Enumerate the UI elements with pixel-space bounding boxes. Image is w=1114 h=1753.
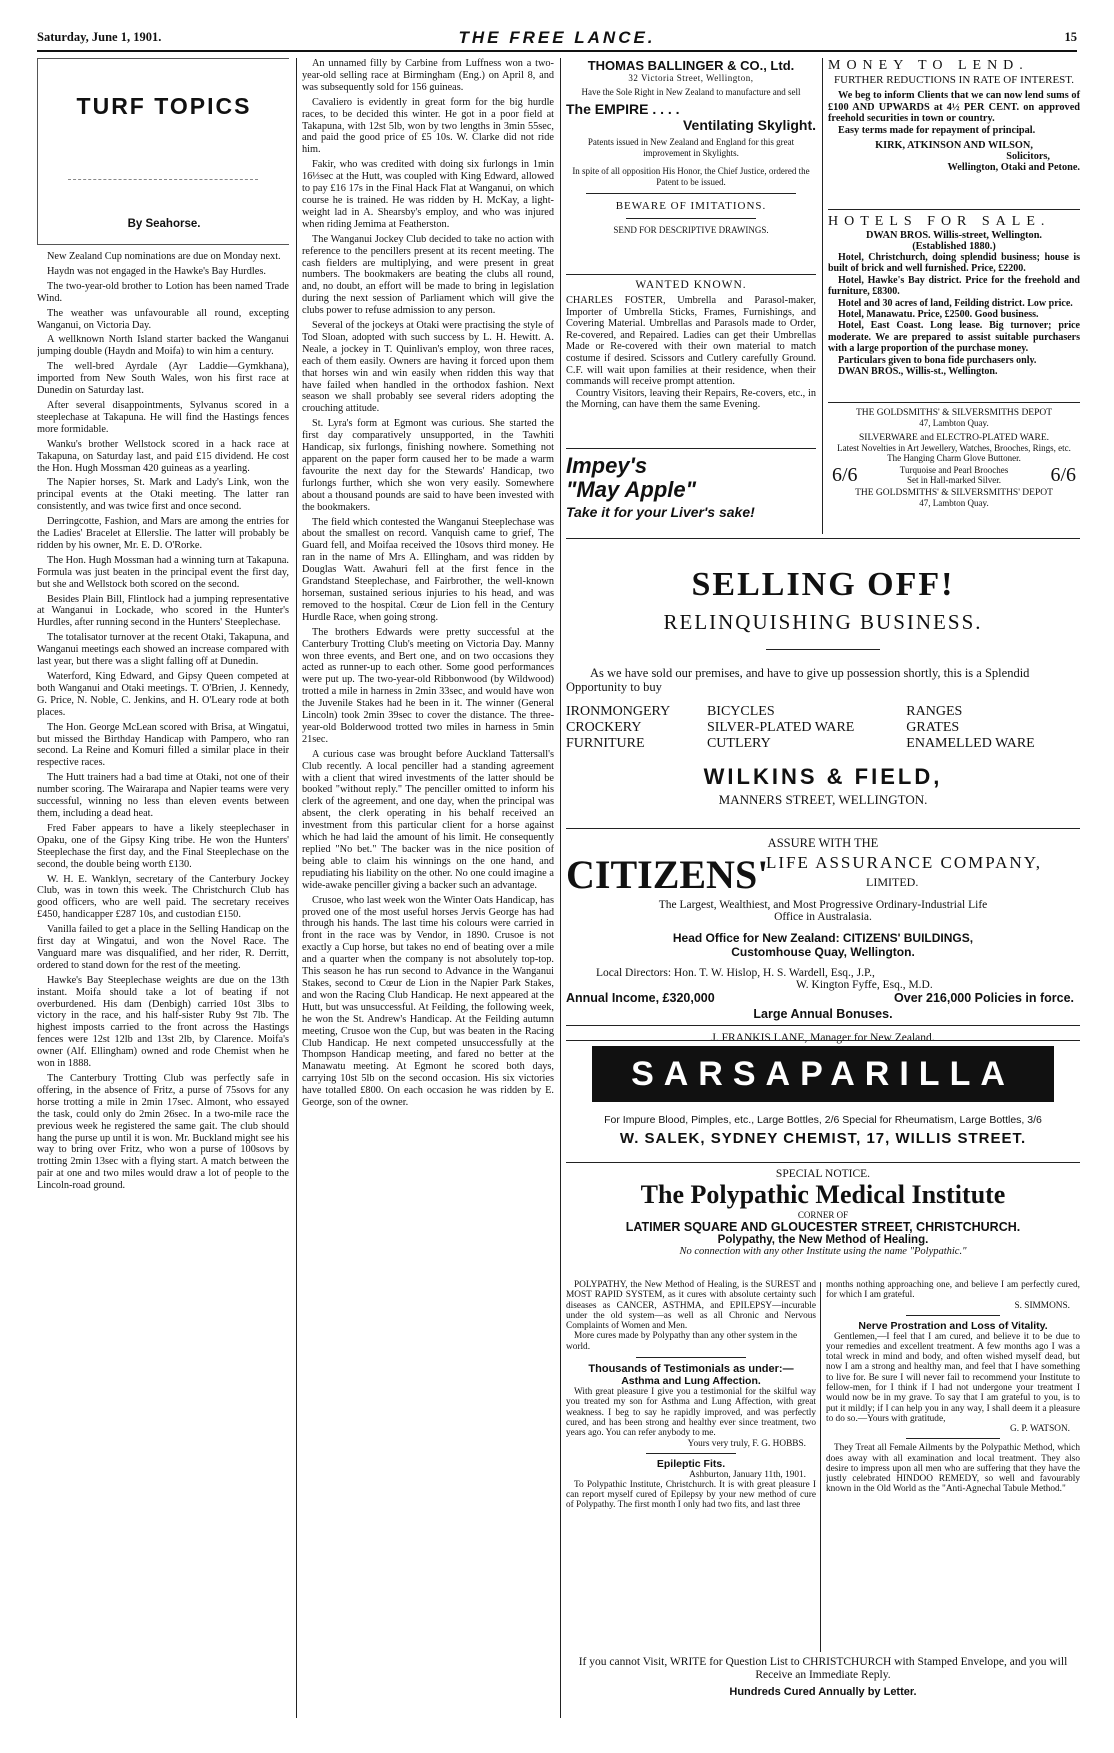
citizens-policies: Over 216,000 Policies in force.	[894, 991, 1074, 1005]
foster-country: Country Visitors, leaving their Repairs, Re-covers, etc., in the Morning, can have them the same Evening.	[566, 387, 816, 411]
poly-epi-text: To Polypathic Institute, Christchurch. It is with great pleasure I can report myself cured of Epilepsy by your new method of cure of Polypathy. The first month I only had two fits, and last three	[566, 1479, 816, 1511]
poly-method: Polypathy, the New Method of Healing.	[717, 1234, 929, 1246]
gold-novelties: Latest Novelties in Art Jewellery, Watches, Brooches, Rings, etc.	[837, 442, 1071, 453]
poly-notice: SPECIAL NOTICE.	[775, 1168, 871, 1180]
selling-sub: RELINQUISHING BUSINESS.	[663, 610, 983, 634]
selling-addr: MANNERS STREET, WELLINGTON.	[718, 792, 928, 807]
ballinger-ad	[566, 58, 816, 270]
hotels-list	[828, 252, 1080, 355]
divider	[566, 1040, 1080, 1041]
paragraph: Derringcotte, Fashion, and Mars are among the entries for the Ladies' Bracelet at Ellerslie. The latter will probably be ridden by his owner, Mr. E. D. O'Rorke.	[37, 516, 289, 551]
paragraph: A curious case was brought before Auckland Tattersall's Club recently. A local penciller had a standing agreement with a client that wired investments of the latter should be booked "without reply." The penciller omitted to inform his clerk of the agreement, and one day, when the principal was absent, the clerk operating in his behalf received an investment from this particular client for a horse against which he had laid the amount of his limit. He consequently replied "No bet." The backer was in the nice position of being able to claim his winnings on the one hand, and repudiating his liability on the other. No one could imagine a wide-awake penciller giving a backer such an advantage.	[302, 748, 554, 891]
citizens-directors1: Local Directors: Hon. T. W. Hislop, H. S. Wardell, Esq., J.P.,	[596, 967, 875, 979]
gold-title: THE GOLDSMITHS' & SILVERSMITHS DEPOT	[855, 408, 1053, 418]
selling-firm: WILKINS & FIELD,	[703, 764, 943, 789]
paragraph: Vanilla failed to get a place in the Selling Handicap on the first day at Wingatui, and won the Novel Race. The Vanguard mare was disqualified, and her rider, R. Derritt, ordered to stand down for the rest of the meeting.	[37, 924, 289, 971]
paragraph: After several disappointments, Sylvanus scored in a steeplechase at Takapuna. He will find the Hastings fences more formidable.	[37, 399, 289, 435]
paragraph: Wanku's brother Wellstock scored in a hack race at Takapuna, on Saturday last, and paid £15 dividend. He cost the Hon. Hugh Mossman 420 guineas as a yearling.	[37, 438, 289, 474]
selling-title: SELLING OFF!	[691, 566, 955, 603]
gold-charm: The Hanging Charm Glove Buttoner.	[887, 453, 1021, 463]
gold-foot: THE GOLDSMITHS' & SILVERSMITHS' DEPOT	[855, 487, 1053, 498]
impey-line1: Impey's	[566, 453, 648, 478]
sarsa-firm: W. SALEK, SYDNEY CHEMIST, 17, WILLIS STREET.	[619, 1130, 1027, 1147]
page-header	[37, 28, 1077, 52]
citizens-bonuses: Large Annual Bonuses.	[753, 1007, 893, 1021]
citizens-head: Head Office for New Zealand: CITIZENS' BUILDINGS, Customhouse Quay, Wellington.	[672, 931, 974, 959]
item: SILVER-PLATED WARE	[706, 720, 855, 735]
item: CUTLERY	[706, 736, 771, 751]
poly-epi: Epileptic Fits.	[656, 1457, 726, 1470]
turf-topics-header	[37, 58, 289, 245]
poly-right-sign: S. SIMMONS.	[1014, 1300, 1070, 1311]
citizens-income: Annual Income, £320,000	[566, 991, 715, 1005]
paragraph: The Canterbury Trotting Club was perfectly safe in offering, in the absence of Fritz, a purse of 75sovs for any horse trotting a mile in 2min 17sec. Almont, who essayed the task, could only do 2min 26sec. In a two-mile race the previous week he registered the same gait. The club should hang the purse up until it is won. Mr. Buckland might see his way to bring over Fritz, who won a purse of 100sovs by trotting 2min 13sec with a flying start. A match between the pair at one and two miles would draw a lot of people to the Lincoln-road ground.	[37, 1073, 289, 1192]
poly-left-p1: POLYPATHY, the New Method of Healing, is the SUREST and MOST RAPID SYSTEM, as it cures with absolute certainty such diseases as CANCER, ASTHMA, and EPILEPSY—incurable under the old system—as well as all Chronic and Nervous Complaints of Women and Men.	[566, 1280, 816, 1332]
sarsaparilla-ad	[566, 1046, 1080, 1158]
hotels-firm: DWAN BROS. Willis-street, Wellington.	[865, 230, 1043, 241]
poly-title: The Polypathic Medical Institute	[640, 1180, 1006, 1209]
poly-epi-date: Ashburton, January 11th, 1901.	[689, 1469, 806, 1480]
turf-column-1	[37, 58, 289, 1718]
paragraph: W. H. E. Wanklyn, secretary of the Canterbury Jockey Club, was in town this week. The Christchurch Club has good officers, who are well paid. The secretary receives £450, handicapper £287 10s, and custodian £150.	[37, 873, 289, 921]
paragraph: The two-year-old brother to Lotion has been named Trade Wind.	[37, 280, 289, 304]
paragraph: The totalisator turnover at the recent Otaki, Takapuna, and Wanganui meetings each showed an increase compared with last year, but there was a slight falling off at Dunedin.	[37, 632, 289, 668]
hotel-listing: Hotel, Hawke's Bay district. Price for the freehold and furniture, £8300.	[828, 274, 1080, 298]
divider	[566, 448, 816, 449]
poly-asthma-text: With great pleasure I give you a testimonial for the skilful way you treated my son for Asthma and Lung Affection, with great weakness. I beg to say he rapidly improved, and was perfectly cured, and has been strong and healthy ever since treatment, two years ago. You can refer anybody to me.	[566, 1387, 816, 1439]
ballinger-address: 32 Victoria Street, Wellington,	[628, 73, 754, 83]
citizens-manager: J. FRANKIS LANE, Manager for New Zealand.	[711, 1032, 935, 1044]
money-firm: KIRK, ATKINSON AND WILSON,	[875, 140, 1033, 152]
citizens-directors2: W. Kington Fyffe, Esq., M.D.	[796, 979, 933, 991]
divider	[566, 274, 816, 275]
column-1-paragraphs	[37, 251, 289, 1192]
paragraph: The Wanganui Jockey Club decided to take no action with reference to the pencillers present at its recent meeting. The cash fielders are multiplying, and were present in great numbers. The bookmakers are beating the clubs all round, and, no doubt, an effort will be made to bring in legislation during the next session of Parliament which will give the clubs power to refuse admission to any person.	[302, 233, 554, 317]
hotels-title: HOTELS FOR SALE.	[828, 214, 1051, 229]
citizens-name: CITIZENS'	[566, 852, 769, 897]
money-ad	[828, 58, 1080, 206]
divider	[566, 1162, 1080, 1163]
money-place: Wellington, Otaki and Petone.	[947, 162, 1080, 174]
gold-set: Set in Hall-marked Silver.	[907, 474, 1001, 485]
poly-visit: If you cannot Visit, WRITE for Question List to CHRISTCHURCH with Stamped Envelope, and you will Receive an Immediate Reply.	[578, 1656, 1068, 1681]
item: BICYCLES	[706, 704, 775, 719]
hotels-ad	[828, 214, 1080, 398]
divider	[828, 209, 1080, 210]
hotel-listing: Hotel, East Coast. Long lease. Big turnover; price moderate. We are prepared to assist suitable purchasers with a large proportion of the purchase money.	[828, 320, 1080, 355]
foster-ad	[566, 279, 816, 444]
poly-asthma-sign: Yours very truly, F. G. HOBBS.	[687, 1438, 806, 1449]
polypathic-left	[566, 1280, 816, 1654]
gold-addr: 47, Lambton Quay.	[919, 418, 989, 428]
gold-foot-addr: 47, Lambton Quay.	[919, 497, 989, 508]
item: IRONMONGERY	[566, 704, 671, 719]
paragraph: The brothers Edwards were pretty successful at the Canterbury Trotting Club's meeting on Victoria Day. Manny won three events, and Bert one, and on two occasions they acted as runner-up to each other. Some good performances were put up. The two-year-old Ribbonwood (by Wildwood) trotted a mile in harness in 2min 33sec, and would have won the Juvenile Stakes had he been in it. The winner (General Lincoln) took 2min 39sec to cover the distance. The three-year-old Bolderwood trotted two miles in harness in 5min 21sec.	[302, 626, 554, 745]
paragraph: The Hutt trainers had a bad time at Otaki, not one of their number scoring. The Wairarapa and Napier teams were very successful, winning no less than eleven events between them, including a dead heat.	[37, 772, 289, 819]
gold-wares: SILVERWARE and ELECTRO-PLATED WARE.	[859, 432, 1049, 443]
money-sub: FURTHER REDUCTIONS IN RATE OF INTEREST.	[834, 74, 1074, 86]
column-2-paragraphs	[302, 58, 554, 1109]
ballinger-empire: The EMPIRE . . . .	[566, 101, 680, 117]
hotel-listing: Hotel, Manawatu. Price, £2500. Good business.	[838, 309, 1039, 321]
divider	[566, 1025, 1080, 1026]
divider	[828, 402, 1080, 403]
poly-right-p1: months nothing approaching one, and believe I am perfectly cured, for which I am grateful.	[826, 1280, 1080, 1301]
poly-nervous-sign: G. P. WATSON.	[1009, 1424, 1070, 1435]
impey-line2: "May Apple"	[566, 477, 697, 502]
gold-price-left: 6/6	[832, 463, 858, 486]
poly-nervous-text: Gentlemen,—I feel that I am cured, and believe it to be due to your remedies and excellent treatment. A few months ago I was a total wreck in mind and body, and often wished myself dead, but now I am a strong and healthy man, and feel that I have something to live for. Be sure I will never fail to recommend your Institute to fellow-men, for I think if I had not undergone your treatment I would now be in my grave. To say that I am grateful to you, is to put it mildly; if I can help you in any way, I shall deem it a pleasure to do so.—Yours with gratitude,	[826, 1331, 1080, 1424]
foster-text: CHARLES FOSTER, Umbrella and Parasol-maker, Importer of Umbrella Sticks, Frames, Furnishings, and Covering Material. Umbrellas and Parasols made to Order, Re-covered, and Repaired. Ladies can get their Umbrellas Made or Re-covered with their own material to match costume if desired. Scissors and Cutlery carefully Ground. C.F. will wait upon families at their residence, when their commands will receive prompt attention.	[566, 295, 816, 388]
horse-illustration	[68, 139, 258, 180]
ballinger-send: SEND FOR DESCRIPTIVE DRAWINGS.	[613, 225, 769, 235]
poly-treat: They Treat all Female Ailments by the Polypathic Method, which does away with all examination and local treatment. They also desire to impress upon all men who are suffering that they have the justly celebrated HINDOO REMEDY, so well and favourably known in the Old World as the "Anti-Agnechal Tabule Method."	[826, 1443, 1080, 1495]
gold-price-row	[828, 464, 1080, 488]
impey-line3: Take it for your Liver's sake!	[566, 504, 755, 520]
ballinger-beware: BEWARE OF IMITATIONS.	[615, 200, 767, 212]
sarsa-text: For Impure Blood, Pimples, etc., Large Bottles, 2/6 Special for Rheumatism, Large Bottles, 3/6	[604, 1114, 1042, 1126]
polypathic-footer	[566, 1656, 1080, 1716]
sarsa-title: SARSAPARILLA	[592, 1046, 1054, 1102]
selling-off-ad	[566, 546, 1080, 826]
citizens-largest: The Largest, Wealthiest, and Most Progressive Ordinary-Industrial Life Office in Australasia.	[658, 899, 988, 923]
money-title: MONEY TO LEND.	[828, 58, 1029, 73]
paragraph: St. Lyra's form at Egmont was curious. She started the first day comparatively unsupported, in the Tawhiti Handicap, six furlongs, finishing nowhere. Something not apparent on the paper form caused her to be made a warm favourite the next day for the Stewards' Handicap, two furlongs further, which she won very easily. Somewhere about a thousand pounds are said to have been invested with the bookmakers.	[302, 418, 554, 513]
poly-hundreds: Hundreds Cured Annually by Letter.	[729, 1686, 917, 1698]
item: RANGES	[906, 704, 963, 719]
ballinger-spite: In spite of all opposition His Honor, the Chief Justice, ordered the Patent to be issued.	[572, 166, 810, 187]
poly-asthma: Asthma and Lung Affection.	[621, 1375, 761, 1388]
ballinger-skylight: Ventilating Skylight.	[682, 117, 816, 133]
paragraph: New Zealand Cup nominations are due on Monday next.	[47, 251, 281, 262]
divider	[906, 1315, 1000, 1316]
paragraph: The weather was unfavourable all round, excepting Wanganui, on Victoria Day.	[37, 307, 289, 331]
divider	[586, 193, 796, 194]
paragraph: The Hon. Hugh Mossman had a winning turn at Takapuna. Formula was just beaten in the principal event the first day, but she and Wellstock both scored on the second.	[37, 554, 289, 590]
turf-byline: By Seahorse.	[127, 218, 201, 230]
divider	[906, 1438, 1000, 1439]
paragraph: Fred Faber appears to have a likely steeplechaser in Opaku, one of the Gipsy King tribe. He won the Hunters' Steeplechase the first day, and the Final Steeplechase on the second, the double being worth £130.	[37, 822, 289, 870]
selling-items	[566, 704, 1080, 752]
hotels-particulars: Particulars given to bona fide purchasers only.	[838, 354, 1037, 366]
hotels-est: (Established 1880.)	[912, 241, 996, 252]
paragraph: The field which contested the Wanganui Steeplechase was about the smallest on record. Vanquish came to grief, The Guard fell, and Moifaa received the 10sovs third money. He ran in the name of Mrs A. Ellingham, and was ridden by Douglas Watt. Awahuri fell at the first fence in the Grandstand Steeplechase, and Fairbrother, the well-known horseman, sustained serious injuries to his head, and was removed to the hospital. Cœur de Lion fell in the Century Hurdle Race, when going strong.	[302, 516, 554, 623]
paragraph: Crusoe, who last week won the Winter Oats Handicap, has proved one of the most useful horses Jervis George has had through his hands. The last time his colours were carried in front in the race was by Vendor, in 1890. Crusoe is not exactly a Cup horse, but takes no end of beating over a mile and a quarter when the company is not absolutely top-top. This season he has run second to Advance in the Wanganui Stakes, second to Cœur de Lion in the Napier Park Stakes, and won the Racing Club Handicap. He next appeared at the Hutt, but was unsuccessful. At Feilding, the following week, he won the St. Andrew's Handicap. At the Feilding autumn meeting, Crusoe won the Cup, but was beaten in the Racing Club Handicap. He next competed unsuccessfully at the Thompson Handicap meeting, and fared no better at the Manawatu meeting. At Egmont he scored both days, carrying 10st 5lb on the second occasion. His six victories have totalled £800. On each occasion he was ridden by E. George, son of the owner.	[302, 894, 554, 1109]
divider	[636, 1357, 746, 1358]
gold-turq: Turquoise and Pearl Brooches	[899, 464, 1009, 475]
column-divider	[820, 1282, 821, 1652]
citizens-company: LIFE ASSURANCE COMPANY,	[766, 853, 1043, 872]
hotels-sign: DWAN BROS., Willis-st., Wellington.	[838, 366, 998, 378]
masthead-title: THE FREE LANCE.	[458, 28, 656, 47]
poly-corner: CORNER OF	[797, 1210, 849, 1220]
turf-topics-title: TURF TOPICS	[76, 93, 252, 119]
paragraph: Besides Plain Bill, Flintlock had a jumping representative at Wanganui in Lockade, who scored in the Hunter's Hurdles, after running second in the Hunters' Steeplechase.	[37, 593, 289, 629]
citizens-assure: ASSURE WITH THE	[767, 836, 879, 850]
money-body: We beg to inform Clients that we can now lend sums of £100 AND UPWARDS at 4½ PER CENT. on approved freehold securities in town or country.	[828, 90, 1080, 125]
gold-price-right: 6/6	[1050, 463, 1076, 486]
paragraph: Cavaliero is evidently in great form for the big hurdle races, to be decided this winter. He got in a poor field at Takapuna, with 12st 5lb, won by two lengths in 3min 55sec, and paid the good price of £5 10s. W. Clarke did not ride him.	[302, 96, 554, 156]
divider	[566, 828, 1080, 829]
hotel-listing: Hotel, Christchurch, doing splendid business; house is built of brick and well furnished. Price, £2200.	[828, 252, 1080, 275]
paragraph: Fakir, who was credited with doing six furlongs in 1min 16⅓sec at the Hutt, was coupled with King Edward, allowed to pay £16 17s in the Final Hack Flat at Wanganui, on which course he is trained. He was ridden by H. McKay, a light-weight lad in A. Shearsby's employ, and who was injured when riding Jemima at Featherston.	[302, 159, 554, 230]
paragraph: An unnamed filly by Carbine from Luffness won a two-year-old selling race at Birmingham (Eng.) on April 8, and was subsequently sold for 156 guineas.	[302, 58, 554, 93]
column-divider	[560, 58, 561, 1718]
paragraph: A wellknown North Island starter backed the Wanganui jumping double (Haydn and Moifa) to win him a century.	[37, 334, 289, 358]
divider	[566, 538, 1080, 539]
foster-wanted: WANTED KNOWN.	[635, 279, 747, 291]
ballinger-rights: Have the Sole Right in New Zealand to manufacture and sell	[581, 86, 801, 97]
paragraph: The Hon. George McLean scored with Brisa, at Wingatui, but missed the Birthday Handicap with Pampero, who ran second. La Reine and Komuri filled a similar place in their respective races.	[37, 721, 289, 769]
paragraph: The Napier horses, St. Mark and Lady's Link, won the principal events at the Otaki meeting. The latter ran consistently, and was twice first and once second.	[37, 477, 289, 513]
goldsmiths-ad	[828, 408, 1080, 532]
header-date: Saturday, June 1, 1901.	[37, 30, 162, 44]
item: GRATES	[906, 720, 960, 735]
impey-ad	[566, 454, 816, 534]
paragraph: The well-bred Ayrdale (Ayr Laddie—Gymkhana), imported from New South Wales, won his first race at Dunedin on Saturday last.	[37, 361, 289, 397]
paragraph: Waterford, King Edward, and Gipsy Queen competed at both Wanganui and Otaki meetings. T. O'Brien, J. Kennedy, G. Price, N. Noble, C. Jenkins, and H. O'Leary rode at both places.	[37, 671, 289, 718]
citizens-figures	[566, 991, 1080, 1007]
item: CROCKERY	[566, 720, 642, 735]
column-divider	[296, 58, 297, 1718]
poly-left-p2: More cures made by Polypathy than any other system in the world.	[566, 1331, 798, 1352]
ballinger-patents: Patents issued in New Zealand and England for this great improvement in Skylights.	[587, 137, 795, 158]
selling-intro: As we have sold our premises, and have to give up possession shortly, this is a Splendid Opportunity to buy	[566, 666, 1030, 694]
poly-thousands: Thousands of Testimonials as under:—	[588, 1363, 794, 1376]
polypathic-right	[826, 1280, 1080, 1654]
column-divider	[822, 58, 823, 534]
item: ENAMELLED WARE	[906, 736, 1035, 751]
hotel-listing: Hotel and 30 acres of land, Feilding district. Low price.	[838, 297, 1073, 309]
citizens-ad	[566, 836, 1080, 1044]
citizens-limited: LIMITED.	[866, 875, 919, 889]
paragraph: Haydn was not engaged in the Hawke's Bay Hurdles.	[47, 265, 266, 277]
poly-nervous: Nerve Prostration and Loss of Vitality.	[858, 1319, 1048, 1332]
divider	[626, 218, 756, 219]
polypathic-header	[566, 1168, 1080, 1278]
poly-streets: LATIMER SQUARE AND GLOUCESTER STREET, CHRISTCHURCH.	[625, 1220, 1021, 1234]
turf-column-2	[302, 58, 554, 1718]
paragraph: Hawke's Bay Steeplechase weights are due on the 13th instant. Moifa should take a lot of beating if not overburdened. His dam (Denbigh) carried 10st 3lbs to victory in the race, and his half-sister Ruby 9st 7lb. The highest imposts carried to the front across the Hastings fences were 12st 12lb and 13st 2lb, by Clarence. Moifa's owner (Alf. Ellingham) owned and rode Chemist when he won in 1888.	[37, 974, 289, 1070]
poly-noconn: No connection with any other Institute using the name "Polypathic."	[679, 1246, 967, 1257]
divider	[766, 649, 880, 650]
paragraph: Several of the jockeys at Otaki were practising the style of Tod Sloan, adopted with such success by L. H. Hewitt. A. Neale, a jockey in T. Quinlivan's employ, won three races, each of them easily. Owners are having it forced upon them that horses win and win easily when ridden this way that have failed when handled in the orthodox fashion. Next season we shall probably see several riders adopting the crouching attitude.	[302, 320, 554, 415]
ballinger-name: THOMAS BALLINGER & CO., Ltd.	[587, 58, 795, 73]
citizens-name-row	[566, 851, 1080, 895]
item: FURNITURE	[566, 736, 645, 751]
page-number: 15	[1064, 30, 1077, 44]
money-solicitors: Solicitors,	[1006, 151, 1050, 163]
money-easy: Easy terms made for repayment of principal.	[838, 124, 1036, 136]
divider	[646, 1453, 736, 1454]
